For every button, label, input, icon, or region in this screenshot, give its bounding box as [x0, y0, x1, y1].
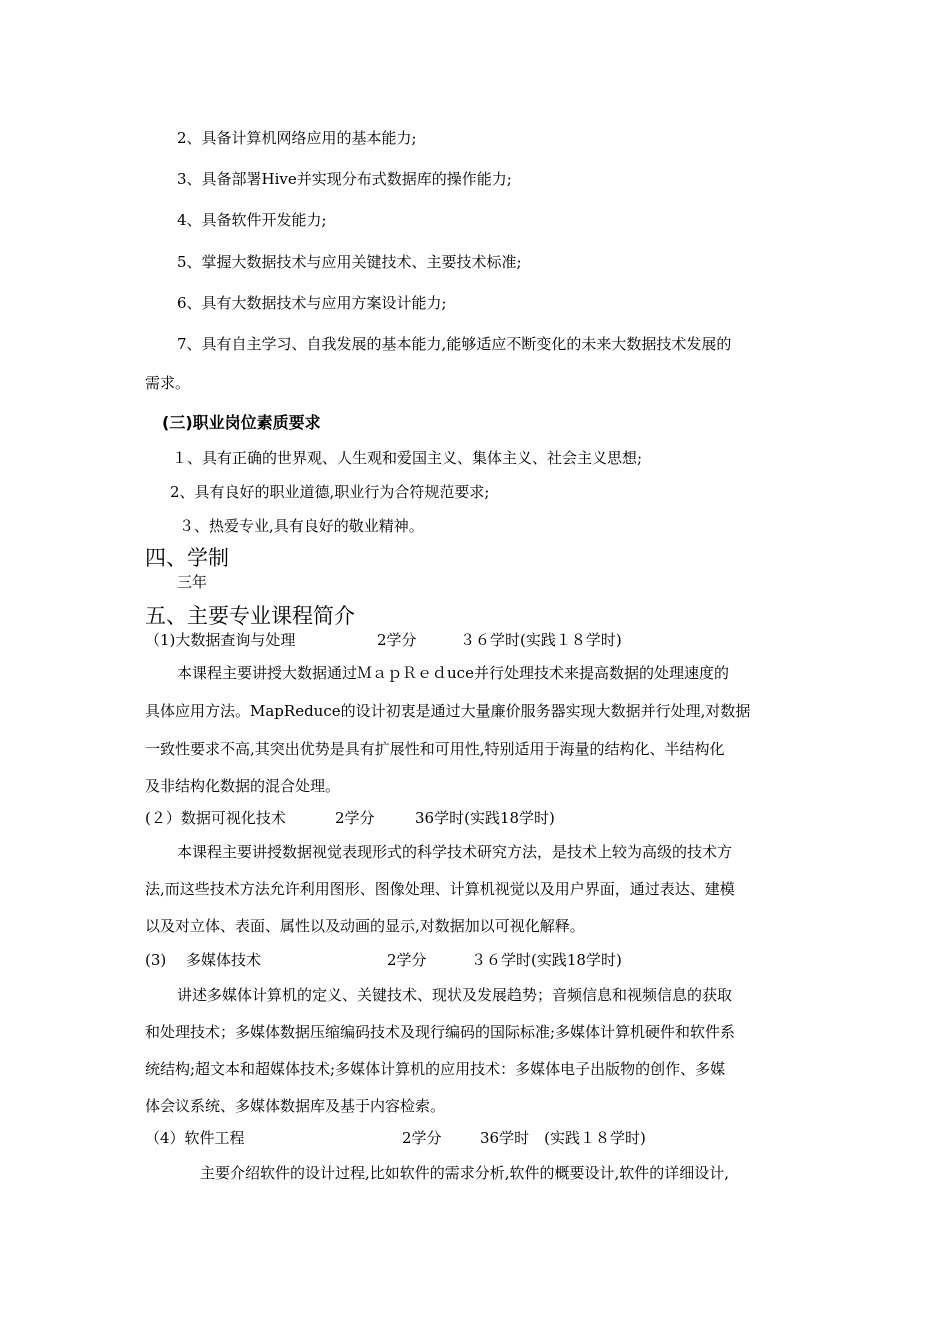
course-description-line: 主要介绍软件的设计过程,比如软件的需求分析,软件的概要设计,软件的详细设计,: [200, 1164, 730, 1182]
ability-item-continuation: 需求。: [145, 374, 191, 392]
ability-item: 2、具备计算机网络应用的基本能力;: [177, 129, 417, 147]
section-heading-xuezhi: 四、学制: [145, 546, 229, 570]
course-description-line: 讲述多媒体计算机的定义、关键技术、现状及发展趋势；音频信息和视频信息的获取: [177, 986, 733, 1004]
course-header: [145, 1128, 845, 1148]
course-credits: 2学分: [335, 809, 375, 827]
course-description-line: 一致性要求不高,其突出优势是具有扩展性和可用性,特别适用于海量的结构化、半结构化: [145, 740, 725, 758]
course-description-line: 法,而这些技术方法允许利用图形、图像处理、计算机视觉以及用户界面，通过表达、建模: [145, 880, 735, 898]
course-hours: 36学时 (实践１８学时): [480, 1129, 646, 1147]
course-header: [145, 808, 845, 828]
quality-item: ３、热爱专业,具有良好的敬业精神。: [179, 517, 424, 535]
course-hours: 36学时(实践18学时): [415, 809, 555, 827]
ability-item: 6、具有大数据技术与应用方案设计能力;: [177, 294, 447, 312]
ability-item: 3、具备部署Hive并实现分布式数据库的操作能力;: [177, 170, 512, 188]
course-header: [145, 630, 845, 650]
course-credits: 2学分: [387, 951, 427, 969]
course-description-line: 和处理技术；多媒体数据压缩编码技术及现行编码的国际标准;多媒体计算机硬件和软件系: [145, 1023, 736, 1041]
ability-item: 5、掌握大数据技术与应用关键技术、主要技术标准;: [177, 253, 522, 271]
course-description-line: 具体应用方法。MapReduce的设计初衷是通过大量廉价服务器实现大数据并行处理,对数据: [145, 702, 751, 720]
ability-item: 4、具备软件开发能力;: [177, 211, 327, 229]
course-description-line: 统结构;超文本和超媒体技术;多媒体计算机的应用技术：多媒体电子出版物的创作、多媒: [145, 1060, 726, 1078]
section-heading-courses: 五、主要专业课程简介: [145, 604, 355, 628]
xuezhi-value: 三年: [177, 573, 208, 591]
course-hours: ３６学时(实践18学时): [471, 951, 622, 969]
course-credits: 2学分: [402, 1129, 442, 1147]
course-title: （4）软件工程: [145, 1129, 245, 1147]
course-description-line: 本课程主要讲授数据视觉表现形式的科学技术研究方法，是技术上较为高级的技术方: [177, 843, 733, 861]
course-title: (２）数据可视化技术: [145, 809, 286, 827]
course-credits: 2学分: [377, 631, 417, 649]
course-title: (3) 多媒体技术: [145, 951, 262, 969]
course-description-line: 以及对立体、表面、属性以及动画的显示,对数据加以可视化解释。: [145, 917, 585, 935]
quality-item: １、具有正确的世界观、人生观和爱国主义、集体主义、社会主义思想;: [172, 449, 643, 467]
section-heading-quality: (三)职业岗位素质要求: [162, 413, 321, 432]
ability-item: 7、具有自主学习、自我发展的基本能力,能够适应不断变化的未来大数据技术发展的: [177, 335, 732, 353]
course-header: [145, 950, 845, 970]
course-hours: ３６学时(实践１８学时): [460, 631, 622, 649]
course-description-line: 体会议系统、多媒体数据库及基于内容检索。: [145, 1097, 446, 1115]
course-description-line: 本课程主要讲授大数据通过ＭａｐＲｅｄuce并行处理技术来提高数据的处理速度的: [177, 664, 729, 682]
quality-item: 2、具有良好的职业道德,职业行为合符规范要求;: [170, 483, 490, 501]
course-description-line: 及非结构化数据的混合处理。: [145, 777, 341, 795]
course-title: （1)大数据查询与处理: [145, 631, 296, 649]
